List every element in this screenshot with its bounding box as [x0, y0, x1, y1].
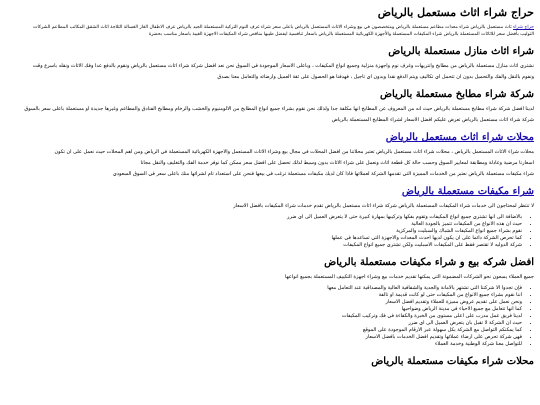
- section-paragraph: ونفوم بالنقل والفك والتحميل بدون ان تتحمل اي تكاليف ويتم الدفع نقدا وبدون اي تاجيل ، فهدفنا هو الحصول على ثقة العميل وارضائه والتعامل معنا بصدق: [217, 74, 534, 81]
- section-list: [6, 285, 534, 348]
- list-item: • بالاضافة الى انها تشتري جميع انواع المكيفات وتقوم بفكها وتركيبها بمهارة كبيرة حتى لا يتعرض العميل الى اي ضرر: [6, 214, 522, 221]
- section-paragraph: شركة شراء اثاث مستعمل بالرياض تعرض عليكم افضل الاسعار لشراء المطابخ المستعملة بالرياض: [331, 117, 534, 124]
- list-item: • ونحن نعمل على تقديم عروض مميزة للعملاء وتقديم افضل الاسعار: [6, 299, 522, 306]
- section-list: [6, 214, 534, 249]
- list-item: • نقوم بشراء جميع انواع المكيفات الشباك والسبليت والمركزية: [6, 228, 522, 235]
- section-paragraph: محلات شراء الاثاث المستعمل بالرياض ، محلات شراء اثاث مستعمل بالرياض تعتبر محلاتنا من افضل المحلات في مجال بيع وشراء الاثاث المستعمل والاجهزة الكهربائية المستعملة في الرياض ومن اهم المحلات حيث نعمل على ان تكون: [54, 149, 534, 156]
- list-item: • فهي شركة تحرص على ارضاء عملائها وتقديم افضل الخدمات بافضل الاسعار: [6, 334, 522, 341]
- content-sections: [6, 46, 534, 368]
- list-item: • كما يمكنكم التواصل مع الشركة بكل سهولة عبر الارقام الموجودة على الموقع: [6, 327, 522, 334]
- section-heading: افضل شركه بيع و شراء مكيفات مستعملة بالرياض: [324, 257, 534, 269]
- intro-link[interactable]: حراج شراء: [513, 25, 534, 31]
- section-paragraph: نشتري اثاث منازل مستعملة بالرياض من مطابخ وانتريهات وغرف نوم واجهزة منزلية وجميع انواع المكيفات ، وباعلى الاسعار الموجودة في السوق نحن نعد افضل شركة شراء اثاث مستعمل بالرياض ونقوم بالدفع عدا وفك الاثاث ونقله باسرع وقت: [32, 63, 534, 70]
- list-item: • كما انها تتعامل مع جميع الاحياء في مدينة الرياض وضواحيها: [6, 306, 522, 313]
- list-item: • لدينا فريق عمل مدرب على اعلى مستوى من الخبرة والكفاءة في فك وتركيب المكيفات: [6, 313, 522, 320]
- list-item: • اننا نقوم بشراء جميع الانواع من المكيفات حتى لو كانت قديمة او تالفة: [6, 292, 522, 299]
- intro-paragraph: [6, 25, 534, 38]
- list-item: • حيث ان هذه الانواع من المكيفات تتميز بالجودة العالية: [6, 221, 522, 228]
- page-title: حراج شراء اثاث مستعمل بالرياض: [377, 6, 534, 19]
- list-item: • فإن تجدوا الا شركتنا التي تشتهر بالامانة والجدية والشفافية العالية والمصداقية عند التعامل معها: [6, 285, 522, 292]
- section-heading: محلات شراء مكيفات مستعملة بالرياض: [371, 356, 534, 368]
- section-paragraph: لدينا افضل شركة شراء مطابخ مستعملة بالرياض حيث انه من المعروف عن المطابخ انها مكلفة جدا ولذلك نحن نقوم بشراء جميع انواع المطابخ من الالومنيوم والخشب والرخام ومطابخ الفنادق والمطاعم وغيرها جديدة او مستعملة باعلى سعر بالسوق: [24, 106, 534, 113]
- list-item: • حيث ان الشركة لا تقبل بان يتعرض العميل الى اي ضرر: [6, 320, 522, 327]
- section-heading[interactable]: محلات شراء اثاث مستعمل بالرياض: [385, 132, 534, 144]
- section-paragraph: اسعارنا مرضية وعادلة ومطابقة لمعايير السوق وحسب حالة كل قطعة اثاث ونعمل على شراء الاثاث بدون وسيط لذلك تحصل على افضل سعر ممكن كما نوفر خدمة الفك والتغليف والنقل مجانا: [140, 160, 534, 167]
- section-heading: شراء اثاث منازل مستعملة بالرياض: [388, 46, 534, 58]
- section-heading[interactable]: شراء مكيفات مستعملة بالرياض: [401, 186, 534, 198]
- section-paragraph: جميع العملاء يسعون نحو الشركات المضمونة التي يمكنها تقديم خدمات بيع وشراء اجهزة التكييف المستعملة بجميع انواعها: [285, 274, 534, 281]
- section-paragraph: شراء مكيفات مستعملة بالرياض نعتبر من الخدمات المميزة التي تقدمها الشركة لعملائها فاذا كان لديك مكيفات مستعملة ترغب في بيعها فنحن على استعداد تام لشرائها منك باعلى سعر في السوق السعودي: [112, 171, 534, 178]
- list-item: • شركة الدوليه لا تقتصر فقط على المكيفات الاسبليت ولكن تشتري جميع انواع المكيفات: [6, 242, 522, 249]
- section-heading: شركة شراء مطابخ مستعملة بالرياض: [379, 89, 534, 101]
- list-item: • للتواصل معنا شركة الوطنية وخدمة العملاء: [6, 341, 522, 348]
- intro-text-line2: التوليب بأفضل سعر للاثاثات المستعملة بالرياض شراء المكيفات المستعملة والأجهزة الكهربائية المستعملة بالرياض باسعار تنافسية ايفضل طيبها مناقص شراء المكيفات الاجهزة الغيبة باسعار مناسب بحضرة: [148, 31, 534, 37]
- intro-text: ثاث مستعمل بالرياض شراء معدات مطاعم مستعملة بالرياض ومتخصصون في بيع وشراء الاثاث المستعمل بالرياض باعلى سعر شراء غرف النوم التركية المستعملة الجيد بالرياض غرف الاطفال الغاز الغسالة الثلاجة اثاث الشقق المكاتب المطاعم الشركات: [33, 25, 512, 31]
- list-item: • كما تحرص الشركة دائما على ان يكون لديها احدث المعدات والاجهزة التي تساعدها في عملها: [6, 235, 522, 242]
- section-paragraph: لا تنتظر لمحتاجون الى خدمات شراء المكيفات المستعملة بالرياض شركة شراء اثاث مستعمل بالرياض تقدم خدمات شراء المكيفات بافضل الاسعار: [233, 203, 534, 210]
